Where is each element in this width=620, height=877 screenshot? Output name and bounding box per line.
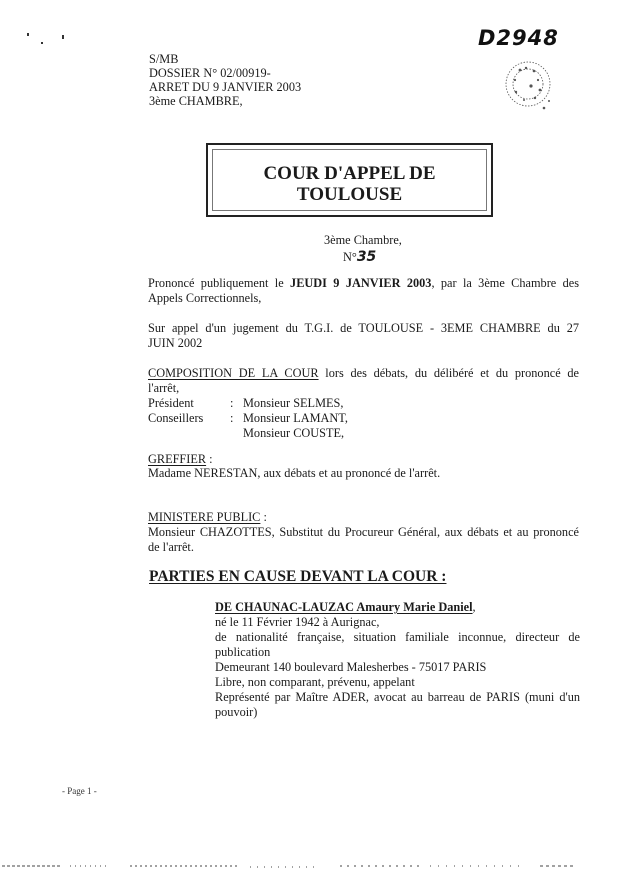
party-address: Demeurant 140 boulevard Malesherbes - 75017 PARIS	[215, 660, 487, 674]
composition-heading: COMPOSITION DE LA COUR	[148, 366, 319, 380]
president-separator: :	[230, 396, 234, 410]
composition-line-1	[148, 366, 579, 381]
pronounce-chamber: , par la 3ème Chambre des	[431, 276, 579, 290]
greffier-heading: GREFFIER	[148, 452, 207, 466]
pronounce-line-2: Appels Correctionnels,	[148, 291, 262, 305]
pronounce-line-1	[148, 276, 579, 291]
composition-line-2: l'arrêt,	[148, 381, 180, 395]
decision-number	[343, 250, 376, 265]
court-title-box	[206, 143, 493, 217]
party-occupation: publication	[215, 645, 271, 659]
conseiller-2: Monsieur COUSTE,	[243, 426, 345, 440]
president-label: Président	[148, 396, 194, 410]
greffier-text: Madame NERESTAN, aux débats et au prononcé de l'arrêt.	[148, 466, 441, 480]
appeal-line-2: JUIN 2002	[148, 336, 203, 350]
party-name: DE CHAUNAC-LAUZAC Amaury Marie Daniel	[215, 600, 473, 614]
scan-speck	[27, 33, 29, 36]
ministere-colon: :	[260, 510, 267, 524]
parties-heading: PARTIES EN CAUSE DEVANT LA COUR :	[149, 568, 447, 585]
scan-speck	[41, 42, 43, 44]
appeal-line-1: Sur appel d'un jugement du T.G.I. de TOULOUSE - 3EME CHAMBRE du 27	[148, 321, 579, 335]
pronounce-text: Prononcé publiquement le	[148, 276, 284, 290]
conseiller-1: Monsieur LAMANT,	[243, 411, 348, 425]
dossier-number: DOSSIER N° 02/00919-	[149, 66, 271, 80]
conseillers-separator: :	[230, 411, 234, 425]
arret-date: ARRET DU 9 JANVIER 2003	[149, 80, 302, 94]
party-name-comma: ,	[472, 600, 476, 614]
handwritten-reference: D2948	[478, 26, 559, 50]
court-seal-stamp-icon	[500, 56, 560, 118]
decision-number-prefix: N°	[343, 250, 357, 264]
decision-number-handwritten: 35	[356, 249, 377, 265]
ministere-heading-line	[148, 510, 267, 525]
party-birth: né le 11 Février 1942 à Aurignac,	[215, 615, 380, 629]
ministere-line-1: Monsieur CHAZOTTES, Substitut du Procureur Général, aux débats et au prononcé	[148, 525, 579, 539]
page-number: - Page 1 -	[62, 786, 97, 796]
court-title-line2: TOULOUSE	[296, 184, 403, 205]
party-nationality: de nationalité française, situation familiale inconnue, directeur de	[215, 630, 580, 644]
chamber-label: 3ème Chambre,	[324, 233, 402, 247]
scan-speck	[62, 35, 64, 39]
header-initials: S/MB	[149, 52, 179, 66]
ministere-heading: MINISTERE PUBLIC	[148, 510, 261, 524]
pronounce-date: JEUDI 9 JANVIER 2003	[290, 276, 432, 290]
composition-text: lors des débats, du délibéré et du prononcé de	[325, 366, 579, 380]
party-representation-1: Représenté par Maître ADER, avocat au barreau de PARIS (muni d'un	[215, 690, 580, 704]
party-status: Libre, non comparant, prévenu, appelant	[215, 675, 415, 689]
greffier-colon: :	[206, 452, 213, 466]
greffier-heading-line	[148, 452, 213, 467]
party-name-line	[215, 600, 476, 615]
party-representation-2: pouvoir)	[215, 705, 258, 719]
court-title-line1: COUR D'APPEL DE	[263, 163, 436, 184]
scan-edge-noise	[0, 862, 620, 872]
chamber-header: 3ème CHAMBRE,	[149, 94, 243, 108]
president-name: Monsieur SELMES,	[243, 396, 344, 410]
ministere-line-2: de l'arrêt.	[148, 540, 194, 554]
conseillers-label: Conseillers	[148, 411, 204, 425]
